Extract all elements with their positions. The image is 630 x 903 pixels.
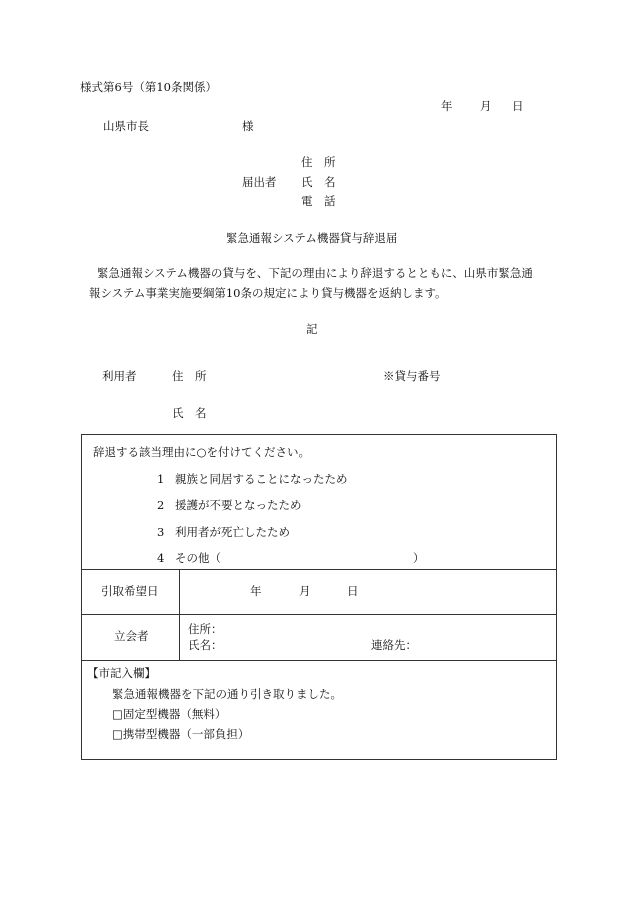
pickup-day[interactable]: 日 [347, 584, 359, 598]
fixed-device-checkbox[interactable]: □固定型機器（無料） [112, 707, 227, 721]
reason-2-number: 2 [157, 498, 165, 512]
reason-4-close-paren: ） [413, 551, 425, 565]
addressee: 山県市長 [103, 119, 149, 133]
body-line-2: 報システム事業実施要綱第10条の規定により貸与機器を返納します。 [89, 286, 447, 300]
body-line-1: 緊急通報システム機器の貸与を、下記の理由により辞退するとともに、山県市緊急通 [97, 266, 533, 280]
honorific: 様 [242, 119, 254, 133]
pickup-date-label: 引取希望日 [101, 584, 159, 598]
reason-1-text[interactable]: 親族と同居することになったため [175, 472, 348, 486]
pickup-month[interactable]: 月 [299, 584, 311, 598]
document-title: 緊急通報システム機器貸与辞退届 [226, 231, 398, 245]
reason-2-text[interactable]: 援護が不要となったため [175, 498, 302, 512]
applicant-phone-label: 電 話 [301, 194, 336, 208]
applicant-address-label: 住 所 [301, 155, 336, 169]
witness-name[interactable]: 氏名： [188, 638, 223, 652]
reason-3-number: 3 [157, 525, 165, 539]
table-divider [81, 614, 557, 615]
city-section-statement: 緊急通報機器を下記の通り引き取りました。 [112, 687, 342, 701]
applicant-name-label: 氏 名 [301, 175, 336, 189]
user-name-label: 氏 名 [172, 406, 207, 420]
portable-device-checkbox[interactable]: □携帯型機器（一部負担） [112, 727, 250, 741]
reason-4-number: 4 [157, 551, 165, 565]
date-day-label: 日 [512, 99, 524, 113]
reason-1-number: 1 [157, 472, 165, 486]
date-month-label: 月 [480, 99, 492, 113]
reasons-instruction: 辞退する該当理由に○を付けてください。 [93, 445, 311, 459]
pickup-year[interactable]: 年 [250, 584, 262, 598]
witness-label: 立会者 [114, 629, 149, 643]
witness-contact[interactable]: 連絡先： [371, 638, 417, 652]
ki-mark: 記 [306, 322, 318, 336]
reason-4-text[interactable]: その他（ [175, 551, 221, 565]
user-label: 利用者 [102, 369, 137, 383]
date-year-label: 年 [441, 99, 453, 113]
user-address-label: 住 所 [172, 369, 207, 383]
form-number: 様式第6号（第10条関係） [80, 80, 217, 94]
filer-label: 届出者 [242, 175, 277, 189]
loan-number-label: ※貸与番号 [383, 369, 441, 383]
pickup-witness-table [81, 569, 557, 661]
reason-3-text[interactable]: 利用者が死亡したため [175, 525, 290, 539]
city-section-heading: 【市記入欄】 [87, 666, 156, 680]
witness-address[interactable]: 住所： [188, 622, 223, 636]
table-column-divider [179, 569, 180, 661]
